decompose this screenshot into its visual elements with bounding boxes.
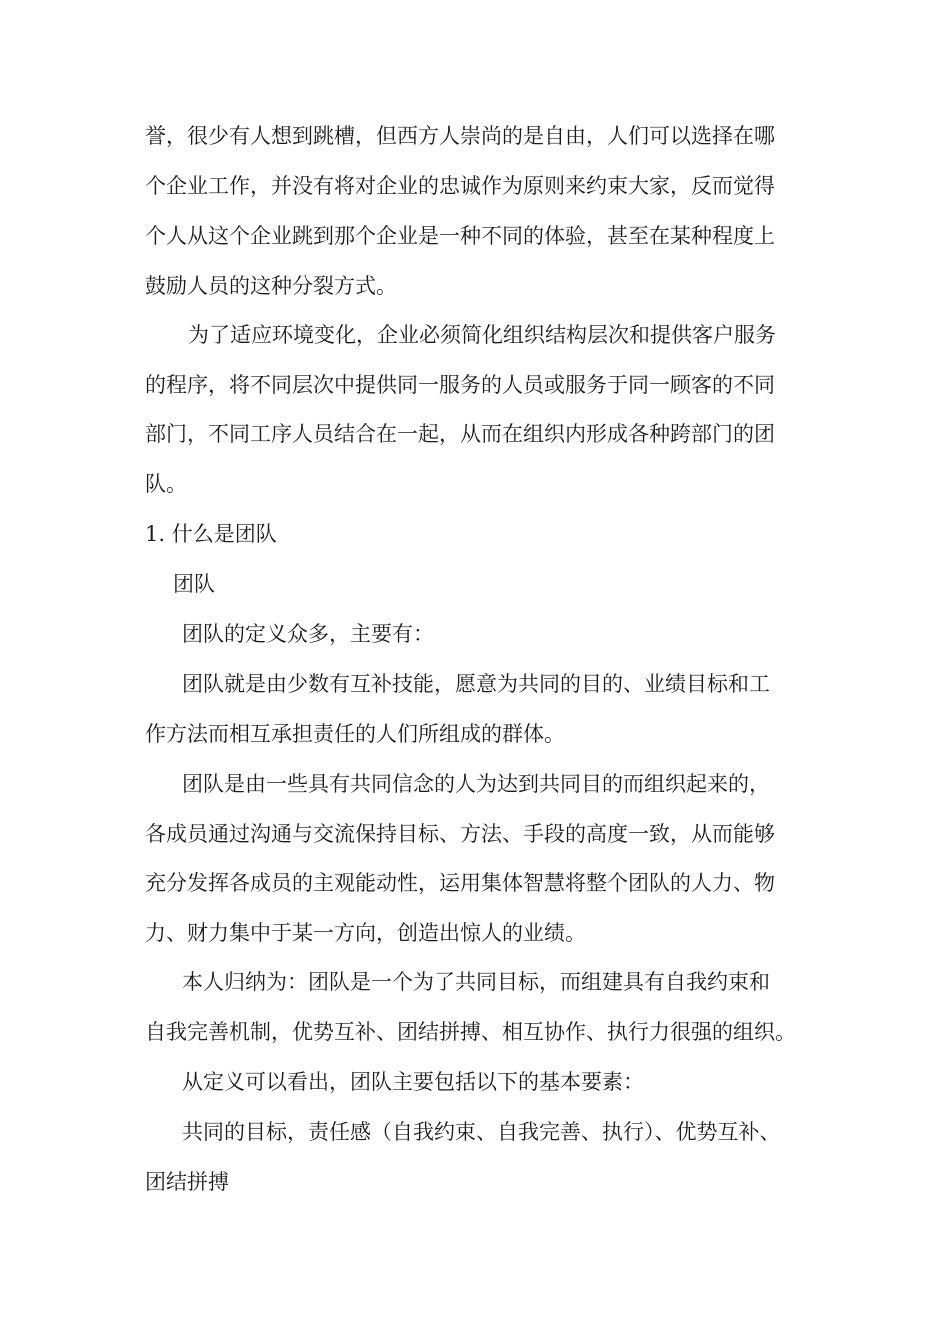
paragraph-line: 团队是由一些具有共同信念的人为达到共同目的而组织起来的， bbox=[182, 772, 770, 796]
paragraph-line: 充分发挥各成员的主观能动性，运用集体智慧将整个团队的人力、物 bbox=[145, 871, 775, 895]
paragraph-line: 共同的目标，责任感（自我约束、自我完善、执行）、优势互补、 bbox=[182, 1120, 781, 1144]
paragraph-line: 个企业工作，并没有将对企业的忠诚作为原则来约束大家，反而觉得 bbox=[145, 174, 775, 198]
paragraph-line: 力、财力集中于某一方向，创造出惊人的业绩。 bbox=[145, 921, 586, 945]
paragraph-line: 作方法而相互承担责任的人们所组成的群体。 bbox=[145, 722, 565, 746]
paragraph-line: 自我完善机制，优势互补、团结拼搏、相互协作、执行力很强的组织。 bbox=[145, 1020, 796, 1044]
section-heading: 1. 什么是团队 bbox=[145, 522, 277, 546]
paragraph-line: 本人归纳为：团队是一个为了共同目标，而组建具有自我约束和 bbox=[182, 970, 770, 994]
paragraph-line: 的程序，将不同层次中提供同一服务的人员或服务于同一顾客的不同 bbox=[145, 373, 775, 397]
paragraph-line: 个人从这个企业跳到那个企业是一种不同的体验，甚至在某种程度上 bbox=[145, 224, 775, 248]
paragraph-line: 誉，很少有人想到跳槽，但西方人崇尚的是自由，人们可以选择在哪 bbox=[145, 124, 775, 148]
paragraph-line: 团队的定义众多，主要有： bbox=[182, 622, 434, 646]
subsection-heading: 团队 bbox=[173, 572, 215, 596]
paragraph-line: 鼓励人员的这种分裂方式。 bbox=[145, 274, 397, 298]
paragraph-line: 团队就是由少数有互补技能，愿意为共同的目的、业绩目标和工 bbox=[182, 672, 770, 696]
paragraph-line: 部门，不同工序人员结合在一起，从而在组织内形成各种跨部门的团 bbox=[145, 422, 775, 446]
paragraph-line: 各成员通过沟通与交流保持目标、方法、手段的高度一致，从而能够 bbox=[145, 822, 775, 846]
paragraph-line: 为了适应环境变化，企业必须简化组织结构层次和提供客户服务 bbox=[188, 323, 776, 347]
paragraph-line: 团结拼搏 bbox=[145, 1170, 229, 1194]
paragraph-line: 从定义可以看出，团队主要包括以下的基本要素： bbox=[182, 1070, 644, 1094]
paragraph-line: 队。 bbox=[145, 472, 187, 496]
